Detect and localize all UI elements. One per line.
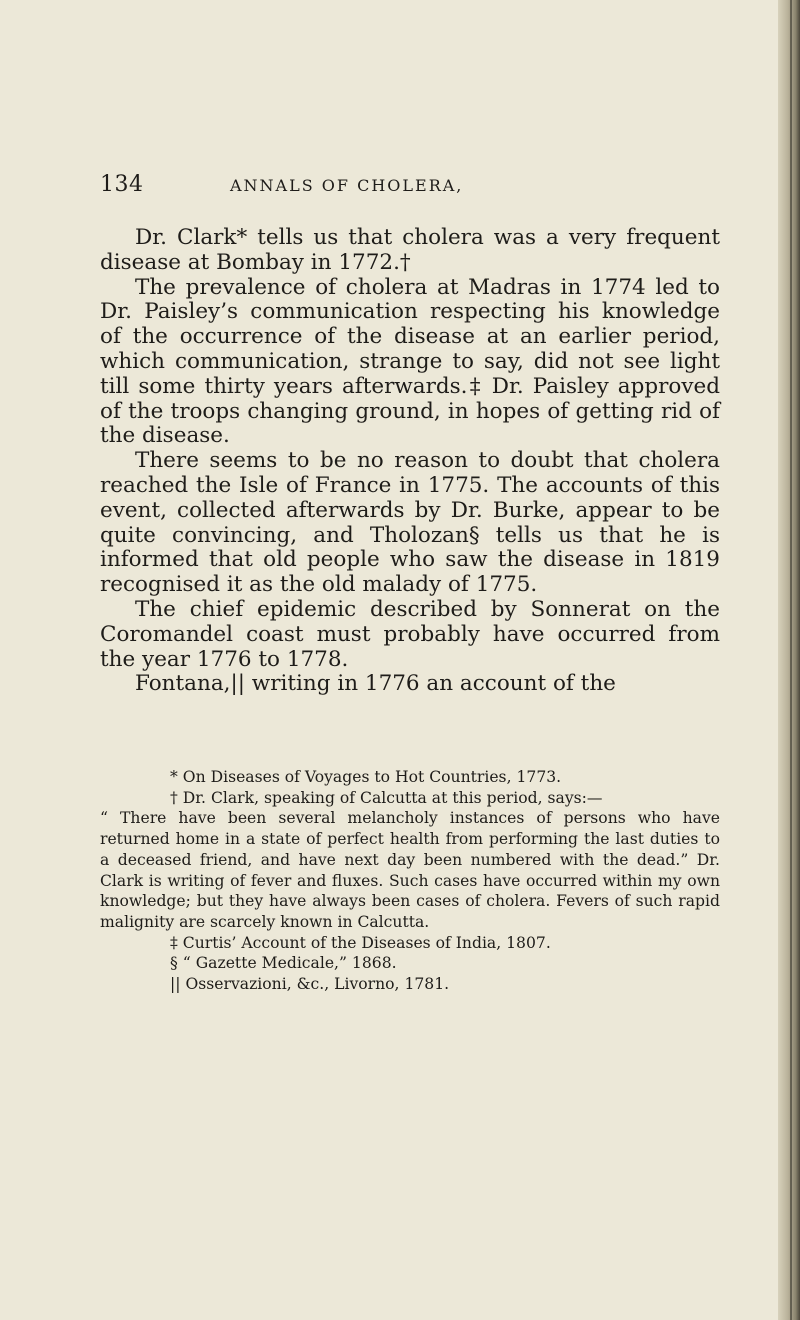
footnote-parallel: [100, 974, 720, 995]
body-text: [100, 226, 720, 697]
paragraph-madras-paisley: The prevalence of cholera at Madras in 1774 led to Dr. Paisley’s communication respecting his knowledge of the occurrence of the disease at an earlier period, which communication, strange to say, did not see light till some thirty years afterwards.‡ Dr. Paisley approved of the troops changing ground, in hopes of getting rid of the disease.: [100, 274, 720, 449]
footnote-mark: §: [170, 954, 178, 973]
paragraph-fontana: Fontana,|| writing in 1776 an account of the: [135, 671, 616, 697]
footnotes: [100, 767, 720, 995]
footnote-text: On Diseases of Voyages to Hot Countries, 1773.: [182, 768, 562, 786]
footnote-dagger: [100, 788, 720, 809]
page-edge: [778, 0, 800, 1320]
footnote-star: [100, 767, 720, 788]
footnote-text: Curtis’ Account of the Diseases of India, 1807.: [182, 933, 551, 952]
footnote-text: “ Gazette Medicale,” 1868.: [182, 954, 397, 973]
binding-shadow: [790, 0, 792, 1320]
page-header: [100, 172, 720, 202]
running-head: ANNALS OF CHOLERA,: [230, 176, 464, 195]
page-number: 134: [100, 172, 144, 197]
paragraph-sonnerat: The chief epidemic described by Sonnerat on the Coromandel coast must probably have occurred from the year 1776 to 1778.: [100, 596, 720, 672]
footnote-mark: *: [170, 768, 178, 786]
paragraph-isle-of-france: There seems to be no reason to doubt that cholera reached the Isle of France in 1775. The accounts of this event, collected afterwards by Dr. Burke, appear to be quite convincing, and Tholozan§ tells us that he is informed that old people who saw the disease in 1819 recognised it as the old malady of 1775.: [100, 448, 720, 598]
footnote-section: [100, 953, 720, 974]
paragraph-clark-bombay: Dr. Clark* tells us that cholera was a very frequent disease at Bombay in 1772.†: [100, 225, 720, 275]
footnote-dagger-quote: “ There have been several melancholy instances of persons who have returned home in a state of perfect health from performing the last duties to a deceased friend, and have next day been numbered with the dead.” Dr. Clark is writing of fever and fluxes. Such cases have occurred within my own knowledge; but they have always been cases of cholera. Fevers of such rapid malignity are scarcely known in Calcutta.: [100, 809, 720, 931]
footnote-text: Osservazioni, &c., Livorno, 1781.: [185, 975, 450, 994]
footnote-double-dagger: [100, 933, 720, 954]
footnote-mark: †: [170, 788, 178, 807]
footnote-mark: ‡: [170, 933, 178, 952]
footnote-text: Dr. Clark, speaking of Calcutta at this period, says:—: [182, 788, 603, 807]
footnote-mark: ||: [170, 975, 181, 994]
